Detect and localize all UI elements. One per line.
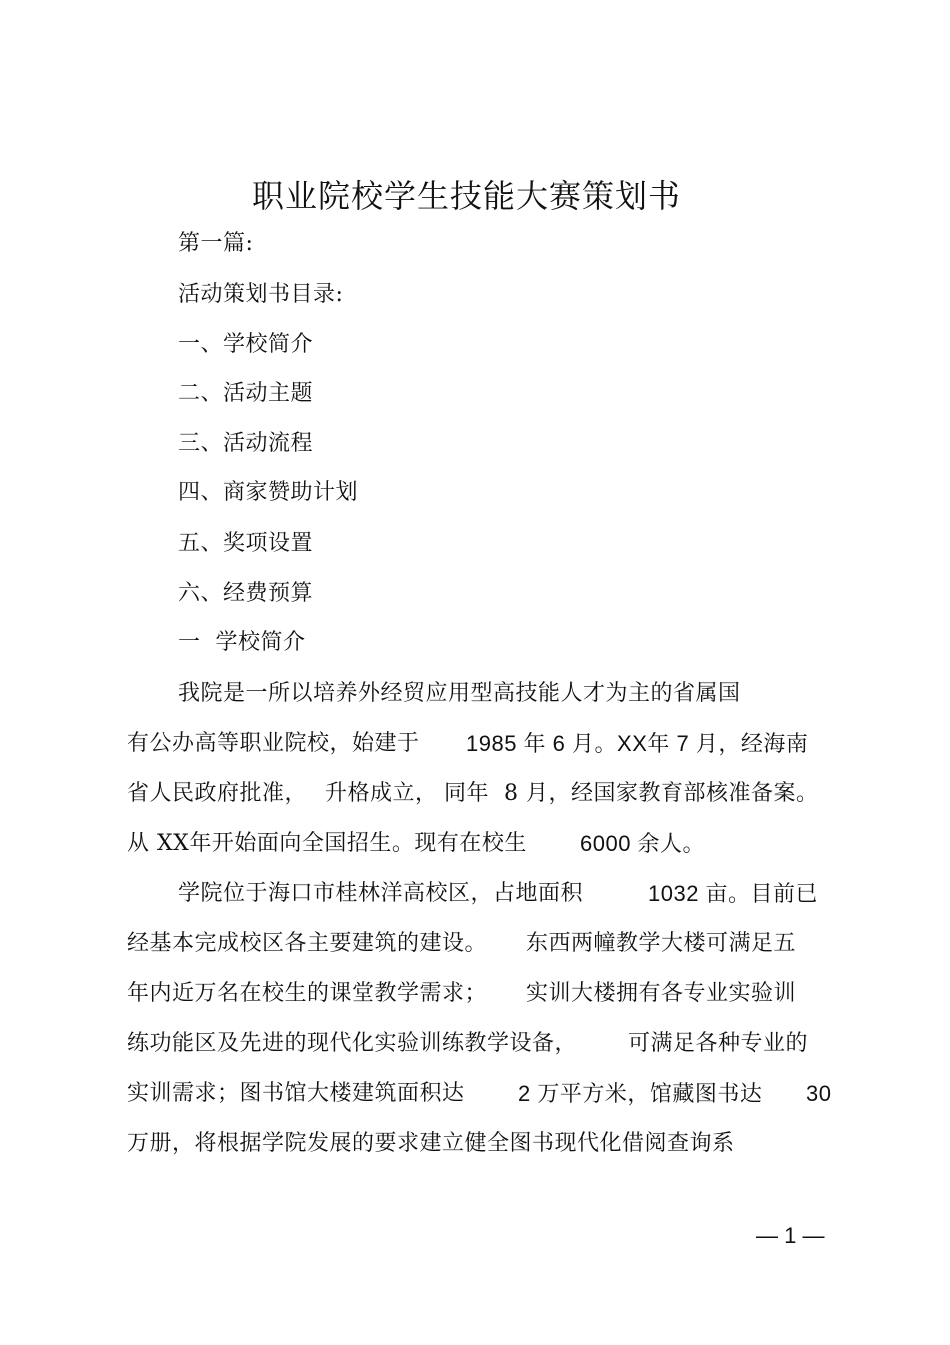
- paragraph-line: 万册，将根据学院发展的要求建立健全图书现代化借阅查询系: [127, 1131, 735, 1156]
- paragraph-line: 练功能区及先进的现代化实验训练教学设备，: [127, 1031, 578, 1056]
- paragraph-line: 我院是一所以培养外经贸应用型高技能人才为主的省属国: [178, 681, 741, 706]
- section-heading: 一 学校简介: [178, 630, 306, 655]
- part-label: 第一篇:: [178, 231, 254, 256]
- paragraph-line: 1985 年 6 月。XX年 7 月，经海南: [466, 731, 809, 756]
- paragraph-line: 实训大楼拥有各专业实验训: [526, 981, 797, 1006]
- paragraph-line: 东西两幢教学大楼可满足五: [526, 931, 797, 956]
- toc-item: 五、奖项设置: [178, 531, 314, 556]
- paragraph-line: 年内近万名在校生的课堂教学需求；: [127, 981, 488, 1006]
- paragraph-line: 有公办高等职业院校，始建于: [127, 731, 420, 756]
- paragraph-line: 实训需求；图书馆大楼建筑面积达: [127, 1081, 465, 1106]
- toc-item: 四、商家赞助计划: [178, 480, 359, 505]
- paragraph-line: 同年 8 月，经国家教育部核准备案。: [444, 781, 819, 806]
- paragraph-line: 2 万平方米，馆藏图书达: [518, 1081, 763, 1106]
- paragraph-line: 1032 亩。目前已: [648, 881, 819, 906]
- paragraph-line: 从 XX年开始面向全国招生。现有在校生: [127, 831, 527, 856]
- paragraph-line: 经基本完成校区各主要建筑的建设。: [127, 931, 488, 956]
- paragraph-line: 30: [806, 1081, 832, 1106]
- toc-item: 一、学校简介: [178, 332, 314, 357]
- paragraph-line: 升格成立，: [325, 781, 438, 806]
- toc-heading: 活动策划书目录:: [178, 282, 344, 307]
- paragraph-line: 省人民政府批准，: [127, 781, 308, 806]
- toc-item: 六、经费预算: [178, 581, 314, 606]
- paragraph-line: 6000 余人。: [580, 831, 706, 856]
- toc-item: 三、活动流程: [178, 431, 314, 456]
- document-title: 职业院校学生技能大赛策划书: [252, 177, 682, 215]
- paragraph-line: 可满足各种专业的: [628, 1031, 809, 1056]
- paragraph-line: 学院位于海口市桂林洋高校区，占地面积: [178, 881, 584, 906]
- toc-item: 二、活动主题: [178, 381, 314, 406]
- page-number: — 1 —: [756, 1223, 825, 1248]
